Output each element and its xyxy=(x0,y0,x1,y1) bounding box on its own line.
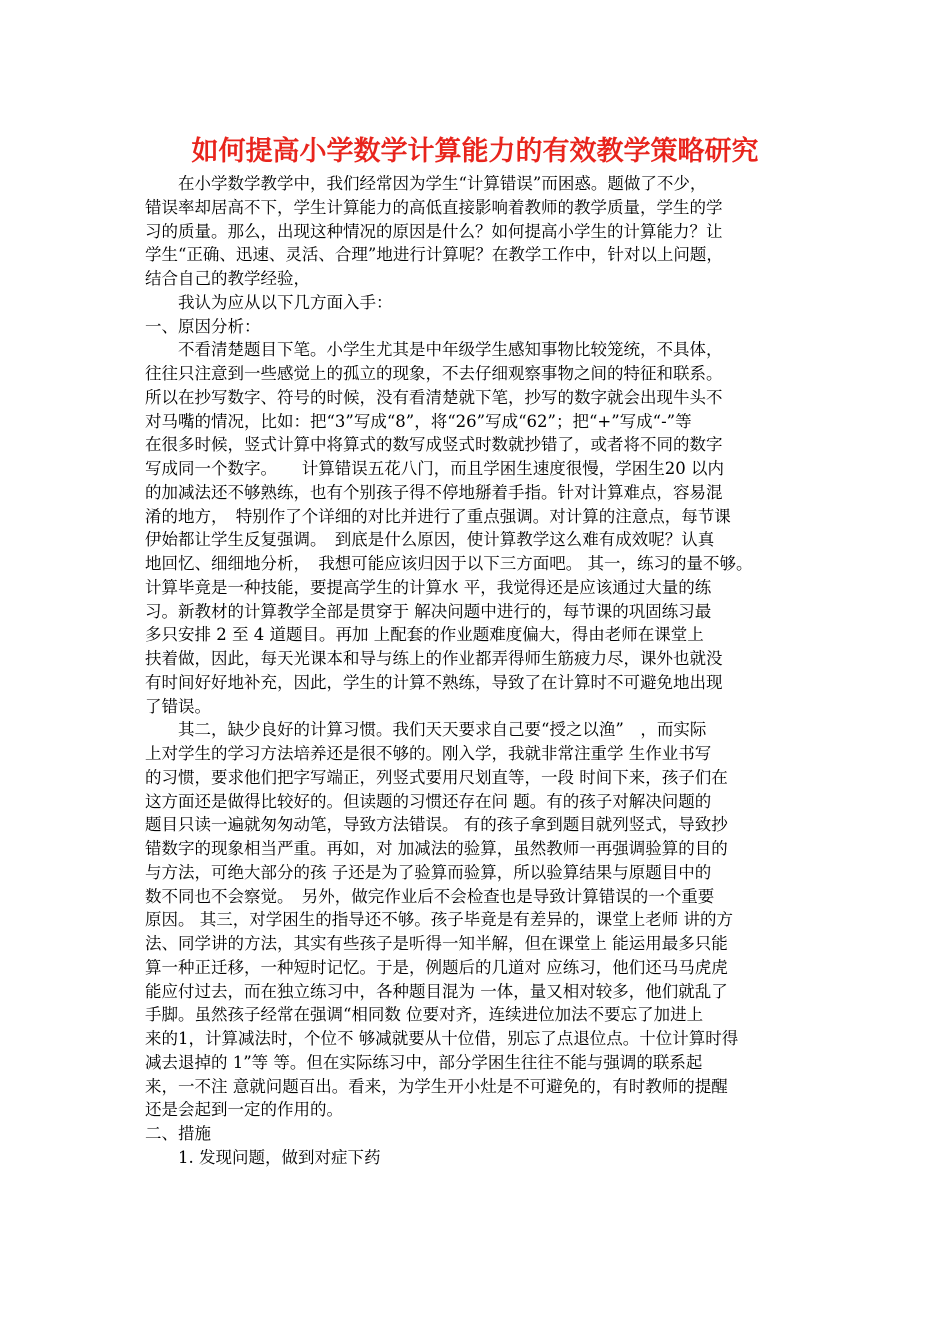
text-line: 二、措施 xyxy=(145,1124,211,1143)
text-line: 结合自己的教学经验， xyxy=(145,269,310,288)
text-line: 的习惯，要求他们把字写端正，列竖式要用尺划直等，一段 时间下来，孩子们在 xyxy=(145,767,728,787)
text-line: 来的1，计算减法时，个位不 够减就要从十位借，别忘了点退位点。十位计算时得 xyxy=(145,1029,739,1048)
text-line: 习。新教材的计算教学全部是贯穿于 解决问题中进行的，每节课的巩固练习最 xyxy=(145,601,712,621)
text-line: 法、同学讲的方法，其实有些孩子是听得一知半解，但在课堂上 能运用最多只能 xyxy=(145,934,728,953)
text-line: 在小学数学教学中，我们经常因为学生“计算错误”而困惑。题做了不少， xyxy=(145,174,707,193)
text-line: 这方面还是做得比较好的。但读题的习惯还存在问 题。有的孩子对解决问题的 xyxy=(145,791,712,811)
text-line: 上对学生的学习方法培养还是很不够的。刚入学，我就非常注重学 生作业书写 xyxy=(145,744,712,763)
text-line: 题目只读一遍就匆匆动笔，导致方法错误。 有的孩子拿到题目就列竖式，导致抄 xyxy=(145,815,728,835)
text-line: 学生“正确、迅速、灵活、合理”地进行计算呢？在教学工作中，针对以上问题， xyxy=(145,245,723,265)
text-line: 在很多时候，竖式计算中将算式的数写成竖式时数就抄错了，或者将不同的数字 xyxy=(145,435,723,455)
text-line: 写成同一个数字。 计算错误五花八门，而且学困生速度很慢，学困生20 以内 xyxy=(145,459,724,478)
text-line: 对马嘴的情况，比如：把“3”写成“8”，将“26”写成“62”；把“+”写成“-”等 xyxy=(145,411,692,431)
text-line: 还是会起到一定的作用的。 xyxy=(145,1100,343,1120)
text-line: 所以在抄写数字、符号的时候，没有看清楚就下笔，抄写的数字就会出现牛头不 xyxy=(145,387,723,407)
text-line: 伊始都让学生反复强调。 到底是什么原因，使计算教学这么难有成效呢？认真 xyxy=(145,530,715,550)
text-line: 多只安排 2 至 4 道题目。再加 上配套的作业题难度偏大，得由老师在课堂上 xyxy=(145,625,704,645)
text-line: 的加减法还不够熟练，也有个别孩子得不停地掰着手指。针对计算难点，容易混 xyxy=(145,482,723,502)
text-line: 错误率却居高不下，学生计算能力的高低直接影响着教师的教学质量，学生的学 xyxy=(145,197,723,217)
text-line: 扶着做，因此，每天光课本和导与练上的作业都弄得师生筋疲力尽，课外也就没 xyxy=(145,649,723,668)
text-line: 其二，缺少良好的计算习惯。我们天天要求自己要“授之以渔” ，而实际 xyxy=(145,720,707,740)
text-line: 数不同也不会察觉。 另外，做完作业后不会检查也是导致计算错误的一个重要 xyxy=(145,886,715,906)
text-line: 原因。 其三，对学困生的指导还不够。孩子毕竟是有差异的，课堂上老师 讲的方 xyxy=(145,910,733,930)
text-line: 了错误。 xyxy=(145,696,211,716)
text-line: 我认为应从以下几方面入手： xyxy=(145,292,393,312)
text-line: 一、原因分析： xyxy=(145,316,261,336)
text-line: 不看清楚题目下笔。小学生尤其是中年级学生感知事物比较笼统，不具体， xyxy=(145,340,723,360)
text-line: 减去退掉的 1”等 等。但在实际练习中，部分学困生往往不能与强调的联系起 xyxy=(145,1052,703,1072)
text-line: 习的质量。那么，出现这种情况的原因是什么？如何提高小学生的计算能力？让 xyxy=(145,221,723,241)
text-line: 往往只注意到一些感觉上的孤立的现象，不去仔细观察事物之间的特征和联系。 xyxy=(145,364,723,383)
text-line: 地回忆、细细地分析， 我想可能应该归因于以下三方面吧。 其一，练习的量不够。 xyxy=(145,554,753,573)
text-line: 计算毕竟是一种技能，要提高学生的计算水 平，我觉得还是应该通过大量的练 xyxy=(145,577,712,597)
text-line: 有时间好好地补充，因此，学生的计算不熟练，导致了在计算时不可避免地出现 xyxy=(145,672,723,692)
text-line: 手脚。虽然孩子经常在强调“相同数 位要对齐，连续进位加法不要忘了加进上 xyxy=(145,1005,704,1025)
text-line: 淆的地方， 特别作了个详细的对比并进行了重点强调。对计算的注意点，每节课 xyxy=(145,506,731,526)
text-line: 错数字的现象相当严重。再如，对 加减法的验算，虽然教师一再强调验算的目的 xyxy=(145,839,728,858)
text-line: 算一种正迁移，一种短时记忆。于是，例题后的几道对 应练习，他们还马马虎虎 xyxy=(145,957,728,977)
text-line: 与方法，可绝大部分的孩 子还是为了验算而验算，所以验算结果与原题目中的 xyxy=(145,862,712,882)
text-line: 能应付过去，而在独立练习中，各种题目混为 一体，量又相对较多，他们就乱了 xyxy=(145,981,728,1001)
document-title: 如何提高小学数学计算能力的有效教学策略研究 xyxy=(191,136,759,167)
text-line: 1. 发现问题，做到对症下药 xyxy=(145,1147,381,1167)
text-line: 来，一不注 意就问题百出。看来，为学生开小灶是不可避免的，有时教师的提醒 xyxy=(145,1076,728,1096)
